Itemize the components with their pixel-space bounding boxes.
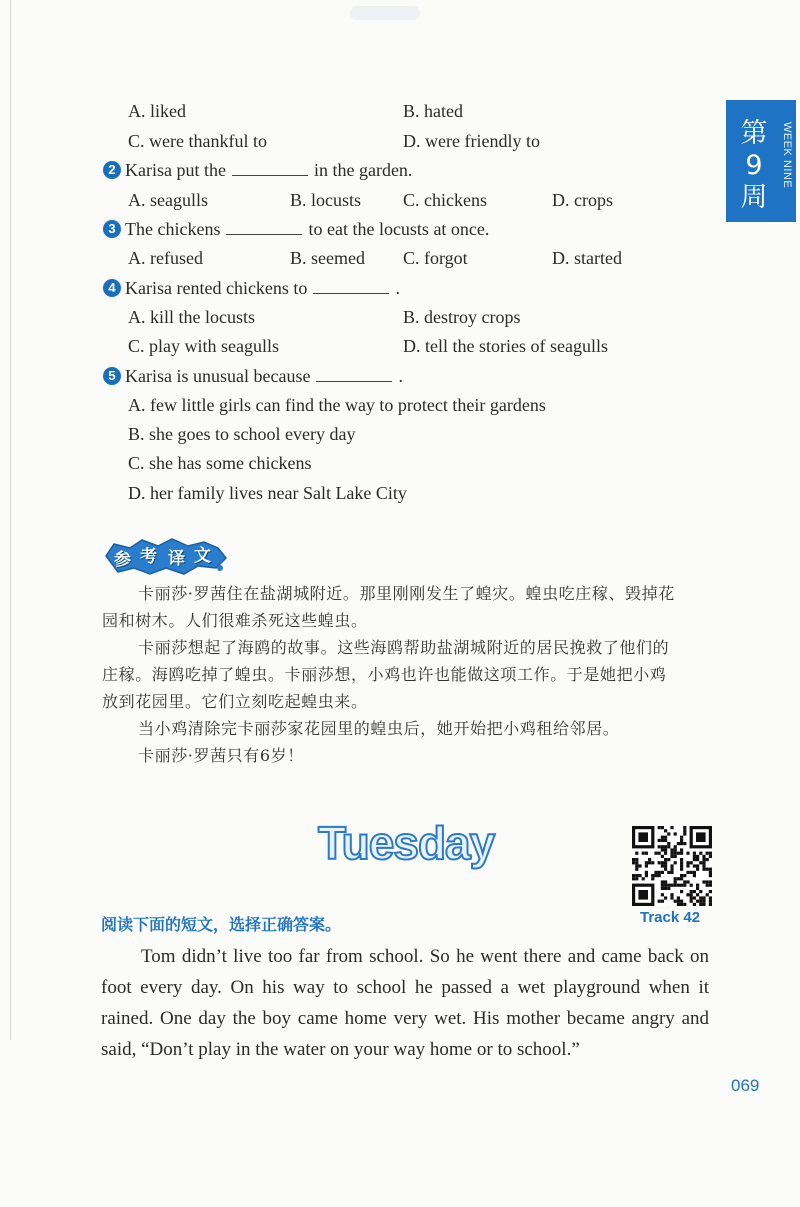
- q2-option-b: B. locusts: [290, 190, 362, 210]
- translation-line: 卡丽莎·罗茜住在盐湖城附近。那里刚刚发生了蝗灾。蝗虫吃庄稼、毁掉花: [138, 584, 675, 603]
- q1-option-d: D. were friendly to: [403, 131, 540, 151]
- tuesday-heading: Tuesday: [318, 817, 495, 869]
- question-text: Karisa is unusual because: [125, 366, 311, 386]
- question-text-end: .: [398, 366, 403, 386]
- answer-blank: [316, 367, 392, 382]
- week-tab-cn: 第9周: [740, 118, 768, 213]
- q4-option-a: A. kill the locusts: [128, 307, 255, 327]
- question-number-badge: 4: [103, 279, 121, 297]
- question-4: [103, 276, 400, 300]
- question-text-end: in the garden.: [313, 160, 413, 180]
- q5-option-b: B. she goes to school every day: [128, 424, 356, 444]
- question-text-end: .: [395, 278, 400, 298]
- paragraph-text: Tom didn’t live too far from school. So he went there and came back on foot every day. On his way to school he passed a wet playground when it rained. One day the boy came home very wet. His mother became angry and said, “Don’t play in the water on your way home or to school.”: [101, 946, 709, 1060]
- translation-line: 卡丽莎·罗茜只有6岁！: [138, 746, 304, 765]
- track-label: Track 42: [640, 909, 701, 926]
- translation-line: 卡丽莎想起了海鸥的故事。这些海鸥帮助盐湖城附近的居民挽救了他们的: [138, 638, 670, 657]
- q3-option-c: C. forgot: [403, 248, 468, 268]
- week-tab: [726, 100, 796, 222]
- translation-line: 庄稼。海鸥吃掉了蝗虫。卡丽莎想，小鸡也许也能做这项工作。于是她把小鸡: [102, 665, 667, 684]
- q4-option-b: B. destroy crops: [403, 307, 521, 327]
- q3-option-b: B. seemed: [290, 248, 365, 268]
- qr-code-icon[interactable]: [632, 826, 712, 906]
- q5-option-a: A. few little girls can find the way to protect their gardens: [128, 395, 546, 415]
- badge-char: 考: [140, 547, 157, 567]
- badge-char: 译: [168, 549, 185, 569]
- answer-blank: [232, 161, 308, 176]
- question-text: Karisa rented chickens to: [125, 278, 308, 298]
- q4-option-d: D. tell the stories of seagulls: [403, 336, 608, 356]
- q1-option-b: B. hated: [403, 101, 463, 121]
- answer-blank: [226, 220, 302, 235]
- question-number-badge: 3: [103, 220, 121, 238]
- question-text: The chickens: [125, 219, 221, 239]
- page-number: 069: [731, 1076, 760, 1095]
- question-3: [103, 217, 489, 241]
- q1-option-a: A. liked: [128, 101, 186, 121]
- reference-translation-badge: [100, 534, 230, 578]
- q1-option-c: C. were thankful to: [128, 131, 267, 151]
- question-5: [103, 364, 403, 388]
- page-edge-rule: [10, 0, 11, 1040]
- translation-line: 放到花园里。它们立刻吃起蝗虫来。: [102, 692, 368, 711]
- q2-option-a: A. seagulls: [128, 190, 208, 210]
- question-text: Karisa put the: [125, 160, 226, 180]
- question-2: [103, 158, 412, 182]
- question-text-end: to eat the locusts at once.: [308, 219, 490, 239]
- q3-option-d: D. started: [552, 248, 622, 268]
- translation-line: 园和树木。人们很难杀死这些蝗虫。: [102, 611, 368, 630]
- translation-line: 当小鸡清除完卡丽莎家花园里的蝗虫后，她开始把小鸡租给邻居。: [138, 719, 620, 738]
- answer-blank: [313, 279, 389, 294]
- q2-option-d: D. crops: [552, 190, 613, 210]
- question-number-badge: 5: [103, 367, 121, 385]
- q2-option-c: C. chickens: [403, 190, 487, 210]
- badge-char: 参: [114, 550, 131, 570]
- week-tab-en: WEEK NINE: [781, 122, 793, 189]
- badge-char: 文: [194, 546, 211, 566]
- q5-option-c: C. she has some chickens: [128, 453, 312, 473]
- q3-option-a: A. refused: [128, 248, 203, 268]
- scan-mark: [350, 6, 420, 20]
- instruction: 阅读下面的短文，选择正确答案。: [101, 915, 342, 934]
- q4-option-c: C. play with seagulls: [128, 336, 279, 356]
- q5-option-d: D. her family lives near Salt Lake City: [128, 483, 407, 503]
- question-number-badge: 2: [103, 161, 121, 179]
- reading-paragraph: [101, 941, 709, 1065]
